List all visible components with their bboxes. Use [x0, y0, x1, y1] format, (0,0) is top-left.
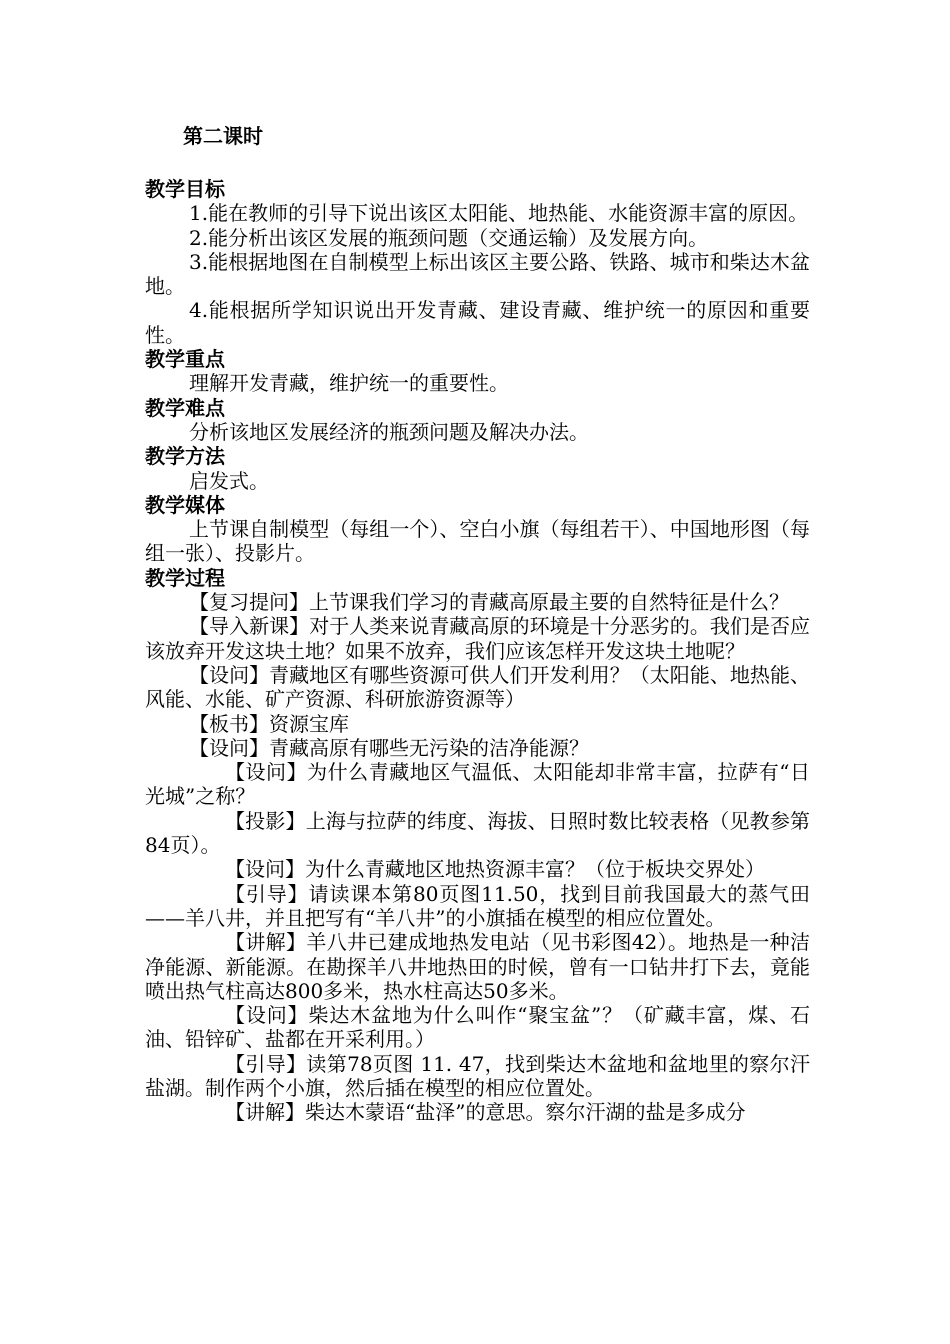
- lesson-title: 第二课时: [183, 124, 263, 148]
- process-paragraph: 【复习提问】上节课我们学习的青藏高原最主要的自然特征是什么？: [189, 590, 789, 615]
- objective-item: 3.能根据地图在自制模型上标出该区主要公路、铁路、城市和柴达木盆地。: [145, 249, 810, 299]
- process-paragraph: 【引导】读第78页图 11. 47，找到柴达木盆地和盆地里的察尔汗盐湖。制作两个小旗，然后插在模型的相应位置处。: [145, 1051, 810, 1100]
- objective-item: 1.能在教师的引导下说出该区太阳能、地热能、水能资源丰富的原因。: [189, 201, 809, 226]
- objective-item: 2.能分析出该区发展的瓶颈问题（交通运输）及发展方向。: [189, 225, 709, 250]
- process-paragraph: 【板书】资源宝库: [189, 711, 349, 736]
- process-paragraph: 【讲解】羊八井已建成地热发电站（见书彩图42）。地热是一种洁净能源、新能源。在勘探羊八井地热田的时候，曾有一口钻井打下去，竟能喷出热气柱高达800多米，热水柱高达50多米。: [145, 930, 810, 1003]
- key-point-text: 理解开发青藏，维护统一的重要性。: [189, 371, 509, 396]
- process-heading: 教学过程: [145, 565, 225, 590]
- process-paragraph: 【设问】青藏高原有哪些无污染的洁净能源？: [189, 735, 589, 760]
- media-heading: 教学媒体: [145, 492, 225, 517]
- media-text: 上节课自制模型（每组一个）、空白小旗（每组若干）、中国地形图（每组一张）、投影片。: [145, 517, 810, 566]
- objectives-heading: 教学目标: [145, 177, 225, 201]
- process-paragraph: 【设问】为什么青藏地区地热资源丰富？（位于板块交界处）: [225, 857, 765, 882]
- process-paragraph: 【设问】柴达木盆地为什么叫作“聚宝盆”？（矿藏丰富，煤、石油、铅锌矿、盐都在开采利用。）: [145, 1003, 810, 1052]
- process-paragraph: 【讲解】柴达木蒙语“盐泽”的意思。察尔汗湖的盐是多成分: [225, 1100, 746, 1125]
- difficulty-heading: 教学难点: [145, 395, 225, 420]
- difficulty-text: 分析该地区发展经济的瓶颈问题及解决办法。: [189, 419, 589, 444]
- key-point-heading: 教学重点: [145, 347, 225, 372]
- process-paragraph: 【投影】上海与拉萨的纬度、海拔、日照时数比较表格（见教参第84页）。: [145, 808, 810, 858]
- process-paragraph: 【引导】请读课本第80页图11.50，找到目前我国最大的蒸气田——羊八井，并且把写有“羊八井”的小旗插在模型的相应位置处。: [145, 881, 810, 930]
- objective-item: 4.能根据所学知识说出开发青藏、建设青藏、维护统一的原因和重要性。: [145, 298, 810, 347]
- document-body: [145, 177, 810, 1125]
- process-paragraph: 【设问】为什么青藏地区气温低、太阳能却非常丰富，拉萨有“日光城”之称？: [145, 760, 810, 809]
- process-paragraph: 【设问】青藏地区有哪些资源可供人们开发利用？（太阳能、地热能、风能、水能、矿产资源、科研旅游资源等）: [145, 662, 810, 712]
- method-heading: 教学方法: [145, 444, 225, 469]
- method-text: 启发式。: [189, 468, 269, 493]
- process-paragraph: 【导入新课】对于人类来说青藏高原的环境是十分恶劣的。我们是否应该放弃开发这块土地？如果不放弃，我们应该怎样开发这块土地呢？: [145, 614, 810, 663]
